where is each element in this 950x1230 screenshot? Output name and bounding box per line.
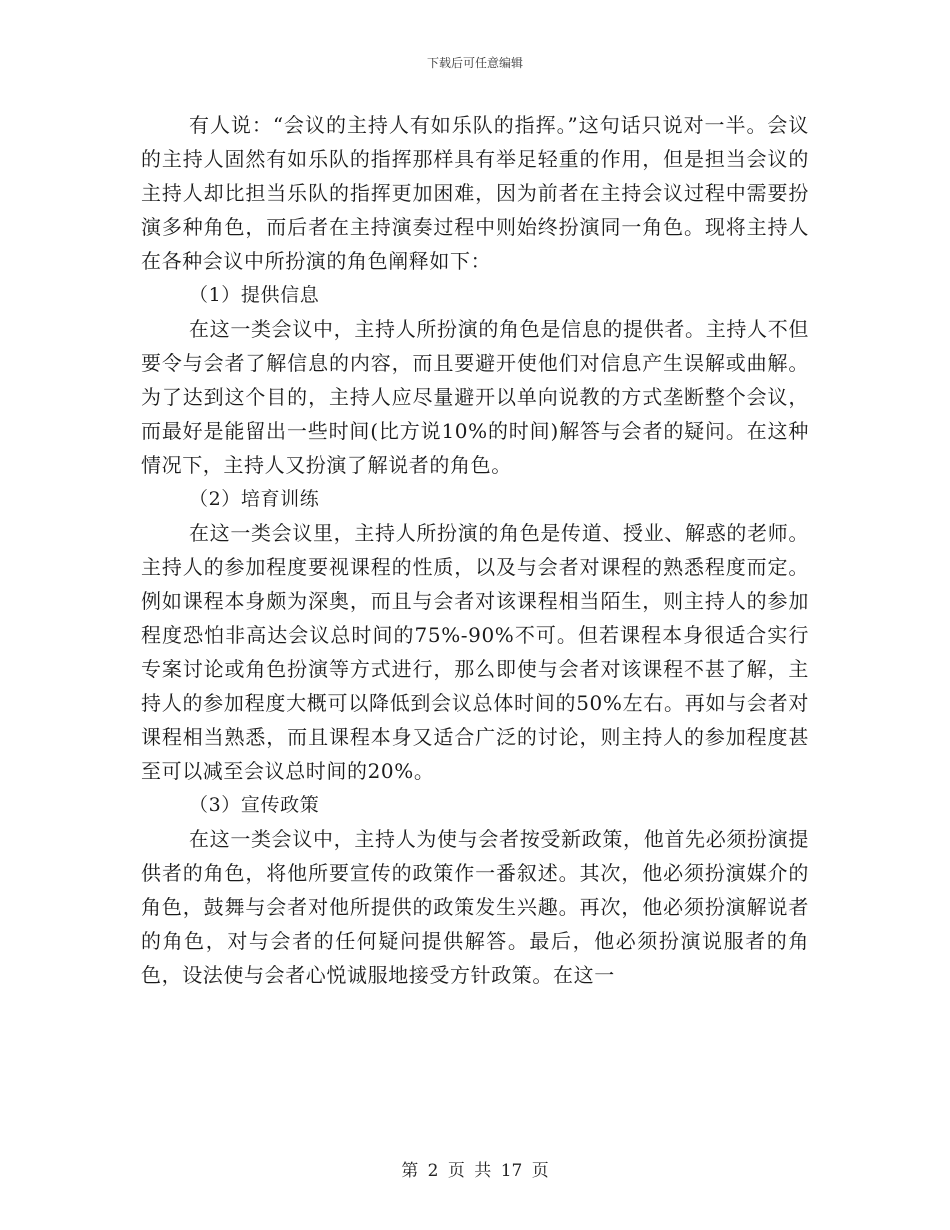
page-number: 第 2 页 共 17 页 [401,1161,549,1181]
paragraph-policy: 在这一类会议中，主持人为使与会者按受新政策，他首先必须扮演提供者的角色，将他所要宣传的政策作一番叙述。其次，他必须扮演媒介的角色，鼓舞与会者对他所提供的政策发生兴趣。再次，他必须扮演解说者的角色，对与会者的任何疑问提供解答。最后，他必须扮演说服者的角色，设法使与会者心悦诚服地接受方针政策。在这一 [141,827,809,987]
section-heading-3: （3）宣传政策 [189,794,320,816]
document-body [141,108,809,992]
section-heading-1: （1）提供信息 [189,284,320,306]
page-header: 下载后可任意编辑 [426,56,523,70]
paragraph-provide-info: 在这一类会议中，主持人所扮演的角色是信息的提供者。主持人不但要令与会者了解信息的内容，而且要避开使他们对信息产生误解或曲解。为了达到这个目的，主持人应尽量避开以单向说教的方式垄断整个会议，而最好是能留出一些时间(比方说10%的时间)解答与会者的疑问。在这种情况下，主持人又扮演了解说者的角色。 [141,317,809,477]
section-heading-2: （2）培育训练 [189,488,320,510]
paragraph-training: 在这一类会议里，主持人所扮演的角色是传道、授业、解惑的老师。主持人的参加程度要视课程的性质，以及与会者对课程的熟悉程度而定。例如课程本身颇为深奥，而且与会者对该课程相当陌生，则主持人的参加程度恐怕非高达会议总时间的75%-90%不可。但若课程本身很适合实行专案讨论或角色扮演等方式进行，那么即使与会者对该课程不甚了解，主持人的参加程度大概可以降低到会议总体时间的50%左右。再如与会者对课程相当熟悉，而且课程本身又适合广泛的讨论，则主持人的参加程度甚至可以减至会议总时间的20%。 [141,521,809,783]
paragraph-intro: 有人说：“会议的主持人有如乐队的指挥。”这句话只说对一半。会议的主持人固然有如乐队的指挥那样具有举足轻重的作用，但是担当会议的主持人却比担当乐队的指挥更加困难，因为前者在主持会议过程中需要扮演多种角色，而后者在主持演奏过程中则始终扮演同一角色。现将主持人在各种会议中所扮演的角色阐释如下： [141,113,809,273]
